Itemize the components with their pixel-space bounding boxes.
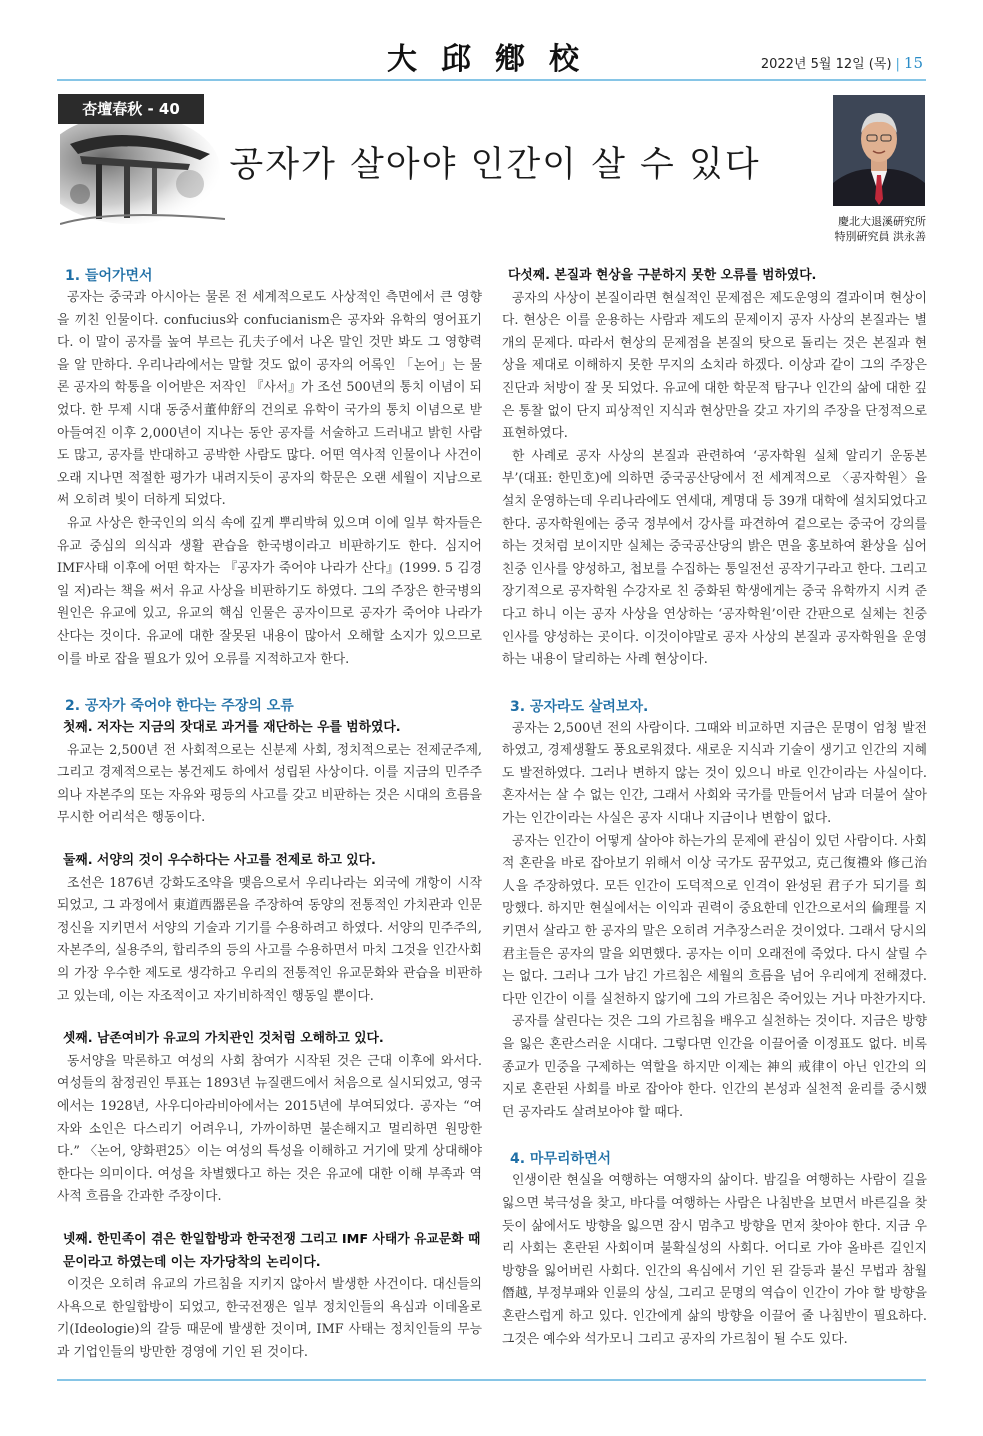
section-1-paragraph-1: 공자는 중국과 아시아는 물론 전 세계적으로도 사상적인 측면에서 큰 영향을 끼친 인물이다. confucius와 confucianism은 공자와 유학의 영어표기다. 이 말이 공자를 높여 부르는 孔夫子에서 나온 말인 것만 봐도 그 영향력을 알 만하다. 우리나라에서는 말할 것도 없이 공자의 어록인 「논어」는 물론 공자의 학통을 이어받은 저작인 『사서』가 조선 500년의 통치 이념이 되었다. 한 무제 시대 동중서董仲舒의 건의로 유학이 국가의 통치 이념으로 받아들여진 이후 2,000년이 지나는 동안 공자를 서술하고 드러내고 밝힌 사람도 많고, 공자를 반대하고 공박한 사람도 많다. 어떤 역사적 인물이나 사건이 오래 지나면 적절한 평가가 내려지듯이 공자의 학문은 오랜 세월이 지남으로써 오히려 빛이 더하게 되었다. — [57, 290, 482, 509]
masthead — [0, 0, 983, 80]
section-4-title: 4. 마무리하면서 — [510, 1151, 612, 1168]
section-2-paragraph-4: 이것은 오히려 유교의 가르침을 지키지 않아서 발생한 사건이다. 대신들의 사욕으로 한일합방이 되었고, 한국전쟁은 일부 정치인들의 욕심과 이데올로기(Ideologie)의 갈등 때문에 발생한 것이며, IMF 사태는 정치인들의 무능과 기업인들의 방만한 경영에 기인 된 것이다. — [57, 1277, 482, 1360]
section-2-paragraph-2: 조선은 1876년 강화도조약을 맺음으로서 우리나라는 외국에 개항이 시작되었고, 그 과정에서 東道西器론을 주장하여 동양의 전통적인 가치관과 인문 정신을 지키면서 서양의 기술과 기기를 수용하려고 하였다. 서양의 민주주의, 자본주의, 실용주의, 합리주의 등의 사고를 수용하면서 마치 그것을 인간사회의 가장 우수한 제도로 생각하고 우리의 전통적인 유교문화와 관습을 비판하고 있는데, 이는 자조적이고 자기비하적인 행동일 뿐이다. — [57, 875, 482, 1004]
section-2-point-4: 넷째. 한민족이 겪은 한일합방과 한국전쟁 그리고 IMF 사태가 유교문화 때문이라고 하였는데 이는 자가당착의 논리이다. — [63, 1231, 481, 1270]
section-2-point-3: 셋째. 남존여비가 유교의 가치관인 것처럼 오해하고 있다. — [63, 1031, 384, 1047]
section-2-paragraph-1: 유교는 2,500년 전 사회적으로는 신분제 사회, 정치적으로는 전제군주제, 그리고 경제적으로는 봉건제도 하에서 성립된 사상이다. 이를 지금의 민주주의나 자본주의 또는 자유와 평등의 사고를 갖고 비판하는 것은 시대의 흐름을 무시한 어리석은 행동이다. — [57, 742, 482, 826]
right-column — [502, 265, 927, 1351]
section-2-point-5: 다섯째. 본질과 현상을 구분하지 못한 오류를 범하였다. — [508, 268, 817, 283]
author-portrait-icon — [833, 95, 925, 206]
bottom-rule — [57, 1379, 926, 1381]
headline: 공자가 살아야 인간이 살 수 있다 — [229, 145, 761, 185]
author-byline — [780, 214, 926, 244]
section-2-paragraph-3: 동서양을 막론하고 여성의 사회 참여가 시작된 것은 근대 이후에 와서다. 여성들의 참정권인 투표는 1893년 뉴질랜드에서 처음으로 실시되었고, 영국에서는 1928년, 사우디아라비아에서는 2015년에 부여되었다. 공자는 “여자와 소인은 다스리기 어려우니, 가까이하면 불손해지고 멀리하면 원망한다.” 〈논어, 양화편25〉이는 여성의 특성을 이해하고 거기에 맞게 상대해야 한다는 의미이다. 여성을 차별했다고 하는 것은 유교에 대한 이해 부족과 역사적 흐름을 간과한 주장이다. — [57, 1053, 482, 1205]
section-3-paragraph-2: 공자는 인간이 어떻게 살아야 하는가의 문제에 관심이 있던 사람이다. 사회적 혼란을 바로 잡아보기 위해서 이상 국가도 꿈꾸었고, 克己復禮와 修己治人을 주장하였다. 모든 인간이 도덕적으로 인격이 완성된 君子가 되기를 희망했다. 하지만 현실에서는 이익과 권력이 중요한데 인간으로서의 倫理를 지키면서 살라고 한 공자의 말은 오히려 거추장스러운 것이었다. 그래서 당시의 君主들은 공자의 말을 외면했다. 공자는 이미 오래전에 죽었다. 다시 살릴 수는 없다. 그러나 그가 남긴 가르침은 세월의 흐름을 넘어 우리에게 전해졌다. 다만 인간이 이를 실천하지 않기에 그의 가르침은 죽어있는 거나 마찬가지다. — [502, 833, 927, 1007]
section-3-paragraph-1: 공자는 2,500년 전의 사람이다. 그때와 비교하면 지금은 문명이 엄청 발전하였고, 경제생활도 풍요로워졌다. 새로운 지식과 기술이 생기고 인간의 지혜도 발전하였다. 그러나 변하지 않는 것이 있으니 바로 인간이라는 사실이다. 혼자서는 살 수 없는 인간, 그래서 사회와 국가를 만들어서 남과 더불어 살아가는 인간이라는 사실은 공자 시대나 지금이나 변함이 없다. — [502, 720, 927, 827]
section-2-point-2: 둘째. 서양의 것이 우수하다는 사고를 전제로 하고 있다. — [63, 853, 376, 869]
issue-date: 2022년 5월 12일 (목) | 15 — [760, 54, 923, 72]
section-2-paragraph-6: 한 사례로 공자 사상의 본질과 관련하여 ‘공자학원 실체 알리기 운동본부’(대표: 한민호)에 의하면 중국공산당에서 전 세계적으로 〈공자학원〉을 설치 운영하는데 우리나라에도 연세대, 계명대 등 39개 대학에 설치되었다고 한다. 공자학원에는 중국 정부에서 강사를 파견하여 겉으로는 중국어 강의를 하는 것처럼 보이지만 실체는 중국공산당의 밝은 면을 홍보하여 환상을 심어 친중 인사를 양성하고, 첩보를 수집하는 통일전선 공작기구라고 한다. 그리고 장기적으로 공자학원 수강자로 친 중화된 학생에게는 중국 유학까지 시켜 준다고 하니 이는 공자 사상을 연상하는 ‘공자학원’이란 간판으로 실체는 친중 인사를 양성하는 곳이다. 이것이야말로 공자 사상의 본질과 공자학원을 운영하는 내용이 달리하는 사례 현상이다. — [502, 448, 927, 668]
section-2-point-1: 첫째. 저자는 지금의 잣대로 과거를 재단하는 우를 범하였다. — [63, 720, 401, 736]
left-column — [57, 265, 482, 1365]
section-3-title: 3. 공자라도 살려보자. — [510, 698, 649, 715]
section-2-paragraph-5: 공자의 사상이 본질이라면 현실적인 문제점은 제도운영의 결과이며 현상이다. 현상은 이를 운용하는 사람과 제도의 문제이지 공자 사상의 본질과는 별개의 문제다. 따라서 현상의 문제점을 본질의 탓으로 돌리는 것은 본질과 현상을 제대로 이해하지 못한 무지의 소치라 하겠다. 이상과 같이 그의 주장은 진단과 처방이 잘 못 되었다. 유교에 대한 학문적 탐구나 인간의 삶에 대한 깊은 통찰 없이 단지 피상적인 지식과 현상만을 갖고 자기의 주장을 단정적으로 표현하였다. — [502, 290, 927, 442]
series-label: 杏壇春秋 - 40 — [58, 94, 204, 124]
pavilion-ink-illustration-icon — [60, 124, 225, 226]
section-3-paragraph-3: 공자를 살린다는 것은 그의 가르침을 배우고 실천하는 것이다. 지금은 방향을 잃은 혼란스러운 시대다. 그렇다면 인간을 이끌어줄 이정표도 없다. 비록 종교가 민중을 구제하는 역할을 하지만 이제는 神의 戒律이 아닌 인간의 의지로 혼란된 사회를 바로 잡아야 한다. 인간의 본성과 실천적 윤리를 중시했던 공자라도 살려보아야 할 때다. — [502, 1014, 927, 1120]
section-1-title: 1. 들어가면서 — [65, 268, 153, 284]
section-4-paragraph-1: 인생이란 현실을 여행하는 여행자의 삶이다. 밤길을 여행하는 사람이 길을 잃으면 북극성을 찾고, 바다를 여행하는 사람은 나침반을 보면서 바른길을 찾듯이 삶에서도 방향을 잃으면 잠시 멈추고 방향을 먼저 찾아야 한다. 지금 우리 사회는 혼란된 사회이며 불확실성의 사회다. 어디로 가야 올바른 길인지 방향을 잃어버린 사회다. 인간의 욕심에서 기인 된 갈등과 불신 무법과 참월僭越, 부정부패와 인륜의 상실, 그리고 문명의 역습이 인간이 가야 할 방향을 혼란스럽게 하고 있다. 인간에게 삶의 방향을 이끌어 줄 나침반이 필요하다. 그것은 예수와 석가모니 그리고 공자의 가르침이 될 수도 있다. — [502, 1173, 927, 1347]
section-1-paragraph-2: 유교 사상은 한국인의 의식 속에 깊게 뿌리박혀 있으며 이에 일부 학자들은 유교 중심의 의식과 생활 관습을 한국병이라고 비판하기도 한다. 심지어 IMF사태 이후에 어떤 학자는 『공자가 죽어야 나라가 산다』(1999. 5 김경일 저)라는 책을 써서 유교 사상을 비판하기도 하였다. 그의 주장은 한국병의 원인은 유교에 있고, 유교의 핵심 인물은 공자이므로 공자가 죽어야 나라가 산다는 것이다. 유교에 대한 잘못된 내용이 많아서 오해할 소지가 있으므로 이를 바로 잡을 필요가 있어 오류를 지적하고자 한다. — [57, 515, 482, 667]
issue-date-text: 2022년 5월 12일 (목) — [760, 57, 892, 72]
top-rule — [57, 79, 926, 81]
page-number: 15 — [903, 54, 923, 72]
author-affiliation: 慶北大退溪硏究所 — [838, 215, 926, 228]
newspaper-title: 大邱鄕校 — [387, 42, 603, 77]
section-2-title: 2. 공자가 죽어야 한다는 주장의 오류 — [65, 698, 294, 715]
author-name: 特別硏究員 洪永善 — [834, 230, 926, 243]
